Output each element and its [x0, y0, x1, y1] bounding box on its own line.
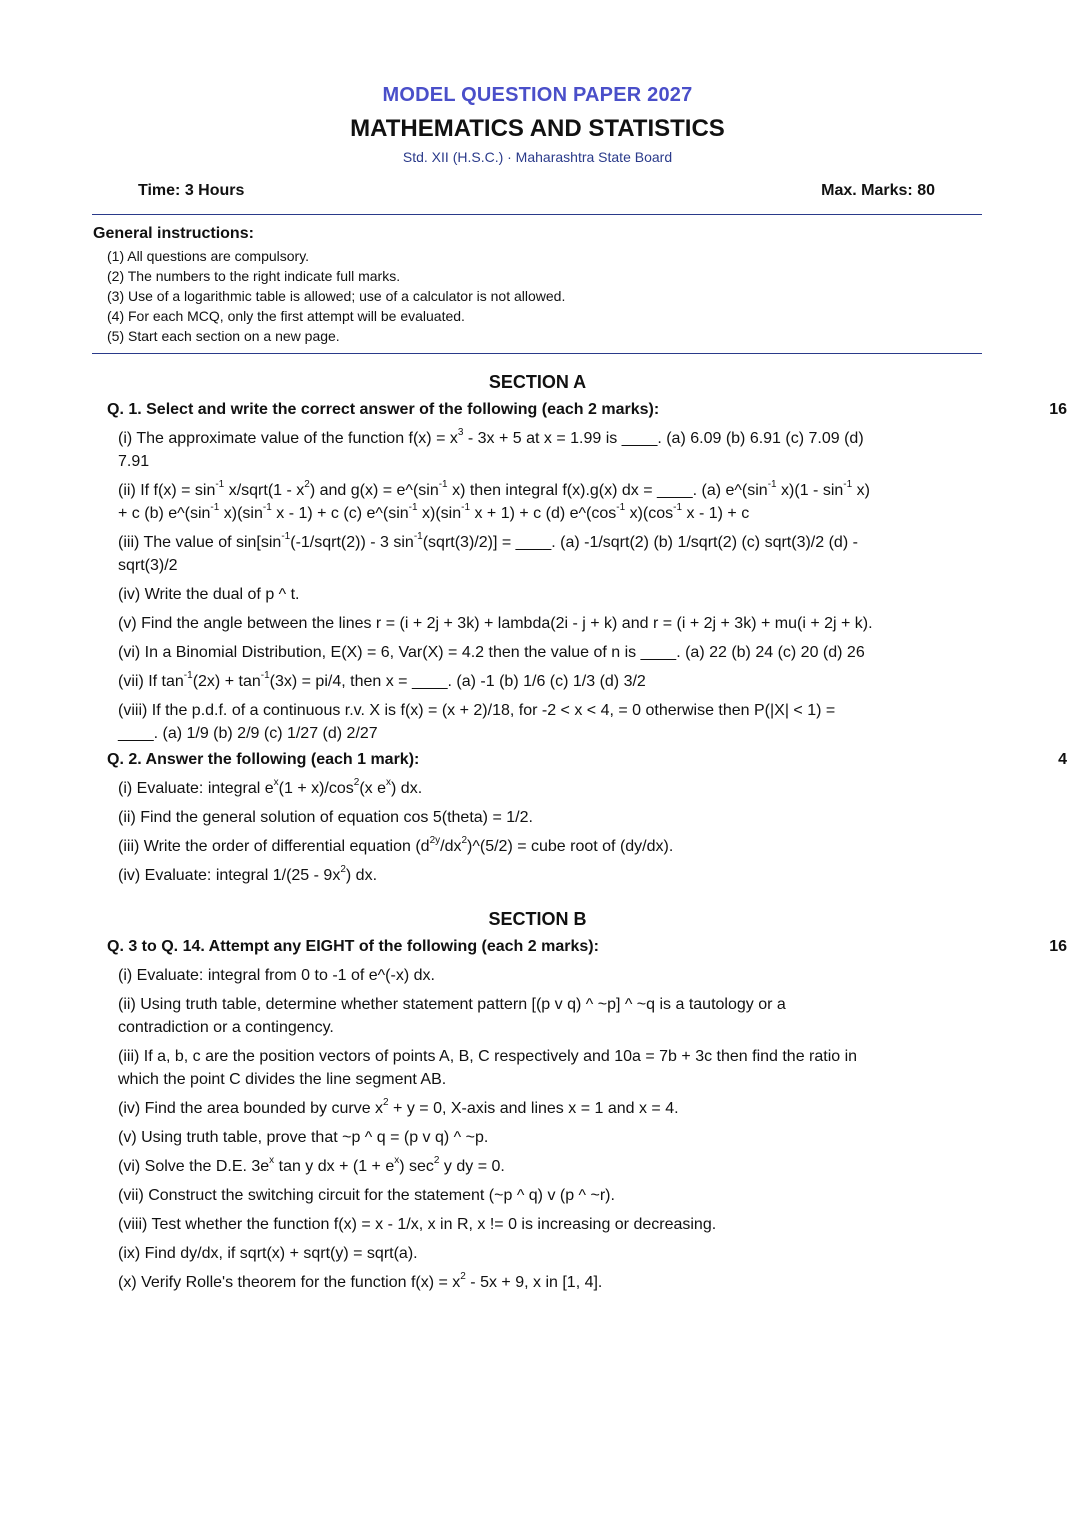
superscript: -1 — [183, 669, 193, 681]
superscript: -1 — [413, 530, 423, 542]
paper-eyebrow: MODEL QUESTION PAPER 2027 — [382, 84, 693, 106]
superscript: x — [386, 776, 392, 788]
question-item: (vii) If $\tan^{-1}(2x) + \tan^{-1}(3x) = pi/4$, then x = ____. (a) -1 (b) 1/6 (c) 1/3 (d) 3/2 — [118, 669, 646, 690]
superscript: 2 — [304, 478, 310, 490]
question-item: (v) Using truth table, prove that ~p ^ q = (p v q) ^ ~p. — [118, 1129, 489, 1146]
question-list-q2 — [0, 777, 1075, 887]
question-item: (iii) If a, b, c are the position vectors of points A, B, C respectively and 10a = 7b + 3c then find the ratio in which the point C divides the line segment AB. — [118, 1048, 858, 1088]
question-list-q1 — [0, 427, 1075, 745]
question-item: (x) Verify Rolle's theorem for the function $f(x) = x^2 - 5x + 9$, x in [1, 4]. — [118, 1270, 603, 1291]
paper-title: MATHEMATICS AND STATISTICS — [350, 115, 725, 142]
instruction-item: (3) Use of a logarithmic table is allowed; use of a calculator is not allowed. — [107, 288, 566, 304]
superscript: 2 — [353, 776, 360, 788]
instructions-list — [107, 246, 973, 346]
instructions-divider — [92, 353, 982, 354]
question-item: (ii) Using truth table, determine whether statement pattern [(p v q) ^ ~p] ^ ~q is a tautology or a contradiction or a contingency. — [118, 996, 786, 1036]
question-heading — [0, 751, 1067, 769]
question-heading-text: Q. 1. Select and write the correct answer of the following (each 2 marks): — [107, 401, 660, 418]
question-item: (i) The approximate value of the function $f(x) = x^3 - 3x + 5$ at x = 1.99 is ____. (a) 6.09 (b) 6.91 (c) 7.09 (d) 7.91 — [118, 426, 864, 470]
superscript: -1 — [281, 530, 291, 542]
instruction-item: (1) All questions are compulsory. — [107, 248, 310, 264]
question-item: (ix) Find dy/dx, if sqrt(x) + sqrt(y) = sqrt(a). — [118, 1245, 418, 1262]
time-label: Time: 3 Hours — [138, 182, 245, 199]
question-item: (iii) The value of $\sin[\sin^{-1}(-1/sqrt(2)) - 3$ $\sin^{-1}(sqrt(3)/2)$] = ____. (a) -1/sqrt(2) (b) 1/sqrt(2) (c) sqrt(3)/2 (d) -sqrt(3)/2 — [118, 530, 858, 574]
header-divider — [92, 214, 982, 215]
section-b-title: SECTION B — [488, 909, 587, 929]
instruction-item: (2) The numbers to the right indicate full marks. — [107, 268, 401, 284]
superscript: 2y — [429, 834, 441, 846]
question-item: (i) Evaluate: integral from 0 to -1 of e^(-x) dx. — [118, 967, 435, 984]
superscript: -1 — [438, 478, 448, 490]
question-item: (iv) Write the dual of p ^ t. — [118, 586, 300, 603]
paper-subtitle: Std. XII (H.S.C.) · Maharashtra State Board — [402, 149, 673, 165]
superscript: -1 — [408, 501, 418, 513]
question-marks: 4 — [1058, 751, 1067, 768]
superscript: -1 — [843, 478, 853, 490]
question-heading-text: Q. 2. Answer the following (each 1 mark): — [107, 751, 420, 768]
superscript: -1 — [673, 501, 683, 513]
question-item: (vi) Solve the D.E. $3e^x$ tan y dx + $(1 + e^x)$ $\sec^2 y$ dy = 0. — [118, 1154, 505, 1175]
superscript: 2 — [433, 1154, 440, 1166]
superscript: x — [394, 1154, 400, 1166]
superscript: 3 — [457, 426, 464, 438]
question-heading — [0, 401, 1067, 419]
superscript: -1 — [260, 669, 270, 681]
paper-header — [0, 84, 1075, 165]
question-item: (iv) Evaluate: integral $1/(25 - 9x^2)$ dx. — [118, 863, 378, 884]
question-heading — [0, 938, 1067, 956]
general-instructions — [93, 225, 973, 346]
question-item: (vii) Construct the switching circuit for the statement (~p ^ q) v (p ^ ~r). — [118, 1187, 615, 1204]
superscript: -1 — [215, 478, 225, 490]
superscript: x — [269, 1154, 275, 1166]
superscript: 2 — [461, 834, 468, 846]
question-item: (iv) Find the area bounded by curve $x^2 + y = 0$, X-axis and lines x = 1 and x = 4. — [118, 1096, 679, 1117]
superscript: -1 — [210, 501, 220, 513]
question-item: (i) Evaluate: integral $e^x(1 + x)/\cos^2(x$ $e^x$) dx. — [118, 776, 423, 797]
question-marks: 16 — [1049, 401, 1067, 418]
question-item: (vi) In a Binomial Distribution, E(X) = 6, Var(X) = 4.2 then the value of n is ____. (a) 22 (b) 24 (c) 20 (d) 26 — [118, 644, 865, 661]
superscript: -1 — [262, 501, 272, 513]
max-marks-label: Max. Marks: 80 — [821, 182, 935, 199]
question-item: (viii) Test whether the function f(x) = x - 1/x, x in R, x != 0 is increasing or decreasing. — [118, 1216, 717, 1233]
superscript: -1 — [461, 501, 471, 513]
instruction-item: (5) Start each section on a new page. — [107, 328, 340, 344]
question-item: (ii) If $f(x) = \sin^{-1}$ x/sqrt(1 - $x^2$) and $g(x) = e\^{}(\sin^{-1}$ x) then integral f(x).g(x) dx = ____. (a) $e\^{}(\sin^{-1}$ $x)(1 - \sin^{-1} x) + c$ (b) $e\^{}(\sin^{-1}$ $x)(\sin^{-1}$ x - 1) + c (c) $e\^{}(\sin^{-1}$ $x)(\sin^{-1}$ x + 1) + c (d) $e\^{}(\cos^{-1}$ $x)(\cos^{-1}$ x - 1) + c — [118, 478, 870, 522]
superscript: x — [273, 776, 279, 788]
superscript: 2 — [460, 1270, 466, 1282]
question-marks: 16 — [1049, 938, 1067, 955]
superscript: -1 — [767, 478, 777, 490]
instruction-item: (4) For each MCQ, only the first attempt will be evaluated. — [107, 308, 465, 324]
paper-content — [0, 372, 1075, 1300]
question-item: (viii) If the p.d.f. of a continuous r.v. X is f(x) = (x + 2)/18, for -2 < x < 4, = 0 otherwise then P(|X| < 1) = ____. (a) 1/9 (b) 2/9 (c) 1/27 (d) 2/27 — [118, 702, 836, 742]
superscript: -1 — [616, 501, 626, 513]
question-heading-text: Q. 3 to Q. 14. Attempt any EIGHT of the following (each 2 marks): — [107, 938, 599, 955]
question-item: (ii) Find the general solution of equation cos 5(theta) = 1/2. — [118, 809, 533, 826]
instructions-title: General instructions: — [93, 225, 254, 242]
question-item: (iii) Write the order of differential equation $(d^{2y}/dx^2)\^{}(5/2)$ = cube root of (dy/dx). — [118, 834, 674, 855]
superscript: 2 — [340, 863, 346, 875]
question-item: (v) Find the angle between the lines r = (i + 2j + 3k) + lambda(2i - j + k) and r = (i + 2j + 3k) + mu(i + 2j + k). — [118, 615, 873, 632]
question-list-q3 — [0, 964, 1075, 1294]
section-a-title: SECTION A — [488, 372, 587, 392]
superscript: 2 — [383, 1096, 389, 1108]
